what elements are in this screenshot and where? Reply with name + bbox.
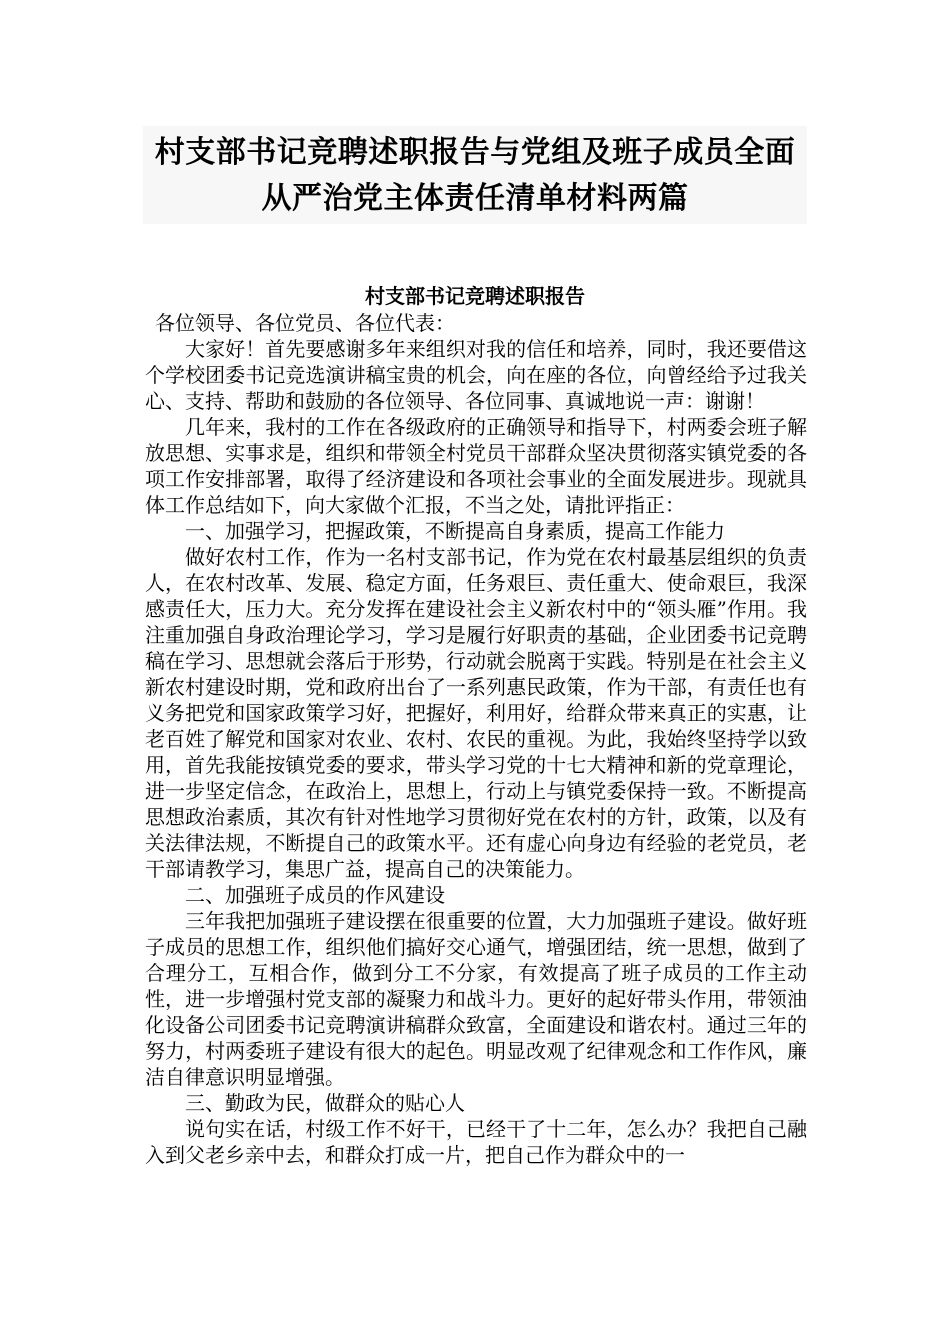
- section-heading: 一、加强学习，把握政策，不断提高自身素质，提高工作能力: [185, 519, 725, 543]
- paragraph: 做好农村工作，作为一名村支部书记，作为党在农村最基层组织的负责人，在农村改革、发展、稳定方面，任务艰巨、责任重大、使命艰巨，我深感责任大，压力大。充分发挥在建设社会主义新农村中的“领头雁”作用。我注重加强自身政治理论学习，学习是履行好职责的基础，企业团委书记竞聘稿在学习、思想就会落后于形势，行动就会脱离于实践。特别是在社会主义新农村建设时期，党和政府出台了一系列惠民政策，作为干部，有责任也有义务把党和国家政策学习好，把握好，利用好，给群众带来真正的实惠，让老百姓了解党和国家对农业、农村、农民的重视。为此，我始终坚持学以致用，首先我能按镇党委的要求，带头学习党的十七大精神和新的党章理论，进一步坚定信念，在政治上，思想上，行动上与镇党委保持一致。不断提高思想政治素质，其次有针对性地学习贯彻好党在农村的方针，政策，以及有关法律法规，不断提自己的政策水平。还有虚心向身边有经验的老党员，老干部请教学习，集思广益，提高自己的决策能力。: [145, 545, 807, 881]
- section-heading: 三、勤政为民，做群众的贴心人: [185, 1091, 465, 1115]
- salutation: 各位领导、各位党员、各位代表：: [155, 311, 455, 335]
- section-title: 村支部书记竞聘述职报告: [365, 284, 585, 308]
- paragraph: 三年我把加强班子建设摆在很重要的位置，大力加强班子建设。做好班子成员的思想工作，组织他们搞好交心通气，增强团结，统一思想，做到了合理分工，互相合作，做到分工不分家，有效提高了班子成员的工作主动性，进一步增强村党支部的凝聚力和战斗力。更好的起好带头作用，带领油化设备公司团委书记竞聘演讲稿群众致富，全面建设和谐农村。通过三年的努力，村两委班子建设有很大的起色。明显改观了纪律观念和工作作风，廉洁自律意识明显增强。: [145, 909, 807, 1089]
- paragraph: 大家好！首先要感谢多年来组织对我的信任和培养，同时，我还要借这个学校团委书记竞选演讲稿宝贵的机会，向在座的各位，向曾经给予过我关心、支持、帮助和鼓励的各位领导、各位同事、真诚地说一声：谢谢！: [145, 337, 807, 413]
- document-body: [145, 310, 807, 1168]
- paragraph: 几年来，我村的工作在各级政府的正确领导和指导下，村两委会班子解放思想、实事求是，组织和带领全村党员干部群众坚决贯彻落实镇党委的各项工作安排部署，取得了经济建设和各项社会事业的全面发展进步。现就具体工作总结如下，向大家做个汇报，不当之处，请批评指正：: [145, 415, 807, 517]
- section-heading: 二、加强班子成员的作风建设: [185, 883, 445, 907]
- document-title: 村支部书记竞聘述职报告与党组及班子成员全面从严治党主体责任清单材料两篇: [154, 135, 796, 216]
- paragraph: 说句实在话，村级工作不好干，已经干了十二年，怎么办？我把自己融入到父老乡亲中去，和群众打成一片，把自己作为群众中的一: [145, 1117, 807, 1167]
